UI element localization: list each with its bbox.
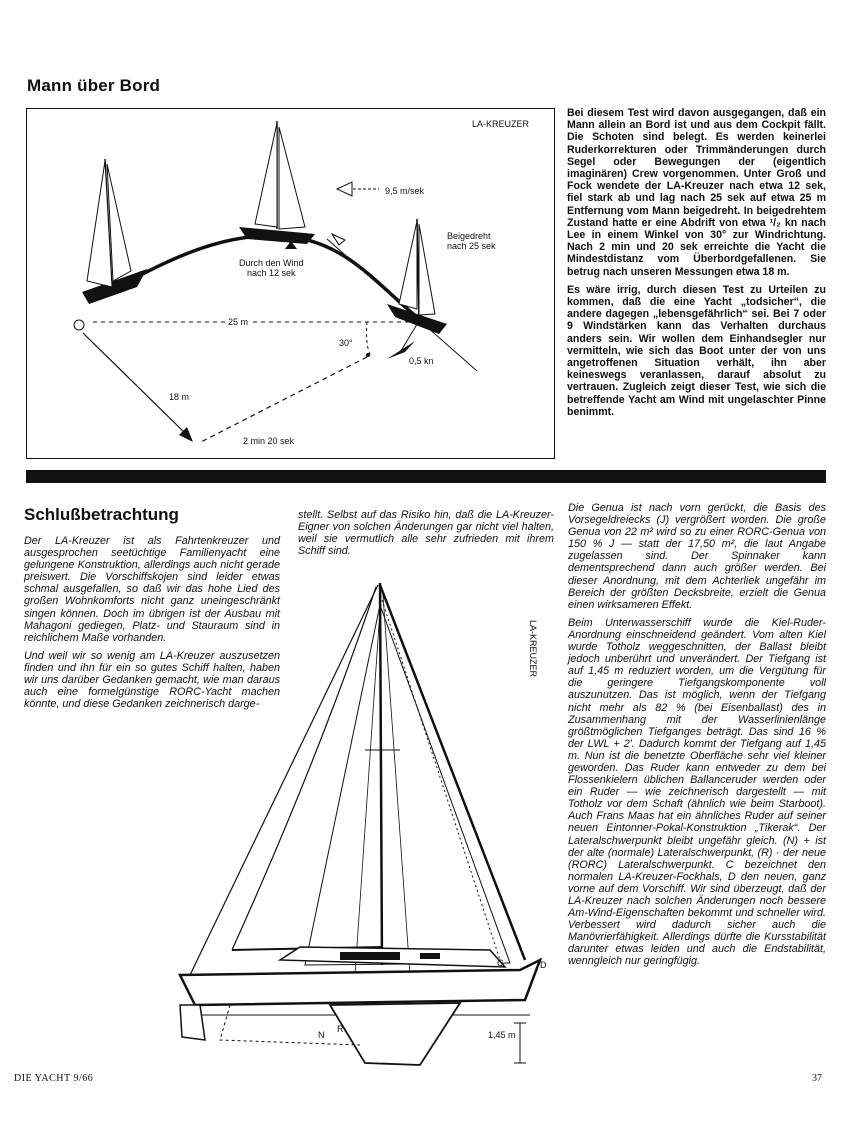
drawing-label-la-kreuzer: LA-KREUZER	[528, 620, 538, 678]
boat-right-icon	[387, 219, 447, 334]
paragraph: Beim Unterwasserschiff wurde die Kiel-Ruder-Anordnung einschneidend geändert. Vom alten Kiel wurde Totholz weggeschnitten, der Ballast bleibt jedoch unberührt und unverändert. Der Tiefgang ist auf 1,45 m reduziert worden, um die Vergütung für die geringere Tiefgangskomponente voll auszunutzen. Das ist möglich, wenn der Tiefgang nicht mehr als 82 % (bei Eisenballast) des in Zusammenhang mit der Wasserlinienlänge größtmöglichen Tiefganges beträgt. Das sind 16 % der LWL + 2'. Dadurch kommt der Tiefgang auf 1,45 m. Nun ist die benetzte Oberfläche sehr viel kleiner geworden. Das Ruder kann entweder zu dem bei Flossenkielern üblichen Ballanceruder werden oder ein Ruder — wie zeichnerisch dargestellt — mit Totholz vor dem Schaft (ähnlich wie beim Starboot). Auch Frans Maas hat ein ähnliches Ruder auf seiner neuen Eintonner-Pokal-Konstruktion „Tikerak“. Der Lateralschwerpunkt bleibt ungefähr gleich. (N) + ist der alte (normale) Lateralschwerpunkt, (R) · der neue (RORC) Lateralschwerpunkt. C bezeichnet den normalen LA-Kreuzer-Fockhals, D den neuen, ganz vorne auf dem Vorschiff. Wir sind überzeugt, daß der LA-Kreuzer nach solchen Änderungen noch bessere Am-Wind-Eigenschaften bekommt und schneller wird. Verbessert wird dadurch sicher auch die Manövrierfähigkeit. Allerdings dürfte die Kursstabilität darunter etwas leiden und auch die Endstabilität, wenngleich nur geringfügig.	[568, 616, 826, 968]
paragraph: Die Genua ist nach vorn gerückt, die Basis des Vorsegeldreiecks (J) vergrößert worden. Die große Genua von 22 m² wird so zu einer RORC-Genua von 150 % J — statt der 17,50 m², die laut Angabe zugelassen sind. Der Spinnaker kann dementsprechend dann auch größer werden. Bei dieser Anordnung, mit dem Achterliek ungefähr im Bereich der größten Decksbreite, erzielt die Genua einen wirksameren Effekt.	[568, 502, 826, 611]
diagram-label-angle: 30°	[339, 338, 353, 348]
section-divider	[26, 470, 826, 483]
diagram-label-25m: 25 m	[225, 317, 251, 327]
man-overboard-diagram	[26, 108, 555, 459]
section-title-schlussbetrachtung: Schlußbetrachtung	[24, 505, 179, 524]
diagram-label-speed: 9,5 m/sek	[385, 186, 425, 196]
diagram-label-time: 2 min 20 sek	[243, 436, 295, 446]
paragraph: Der LA-Kreuzer ist als Fahrtenkreuzer und ausgesprochen seetüchtige Familienyacht eine gelungene Konstruktion, allerdings auch nicht gerade preiswert. Die Vorschiffskojen sind leider etwas schmal ausgefallen, so daß wir das hohe Lied des großen Wohnkomforts nicht ganz uneingeschränkt singen können. Doch im übrigen ist der Ausbau mit Mahagoni gediegen, Platz- und Stauraum sind in reichlichem Maße vorhanden.	[24, 535, 280, 644]
diagram-label-durch-wind: Durch den Wind nach 12 sek	[239, 258, 304, 278]
paragraph: Es wäre irrig, durch diesen Test zu Urteilen zu kommen, daß die eine Yacht „todsicher“, die andere dagegen „lebensgefährlich“ sei. Bei 7 oder 9 Windstärken kann das Verhalten durchaus anders sein. Wir wollen dem Einhandsegler nur vermitteln, wie sich das Boot unter der von uns angetroffenen Situation verhält, ihn aber keineswegs veranlassen, darauf absolut zu vertrauen. Zugleich zeigt dieser Test, wie sich die betreffende Yacht am Wind mit ungelaschter Pinne benimmt.	[567, 283, 826, 418]
yacht-side-drawing	[160, 575, 555, 1070]
text-column-2	[298, 509, 554, 563]
paragraph: Bei diesem Test wird davon ausgegangen, daß ein Mann allein an Bord ist und aus dem Cockpit fällt. Die Schoten sind belegt. Es werden keinerlei Ruderkorrekturen oder Trimmänderungen durch Segel oder Bewegungen der (eigentlich imaginären) Crew vorgenommen. Unter Groß und Fock wendete der LA-Kreuzer nach etwa 12 sek, fiel stark ab und lag nach 25 sek auf etwa 25 m Entfernung vom Mann beigedreht. In beigedrehtem Zustand hatte er eine Abdrift von etwa ¹/₂ kn nach Lee in einem Winkel von 30° zur Windrichtung. Nach 2 min und 20 sek erreichte die Yacht die Mindestdistanz vom Überbordgefallenen. Sie betrug nach unseren Messungen etwa 18 m.	[567, 107, 826, 278]
paragraph: Und weil wir so wenig am LA-Kreuzer auszusetzen finden und ihn für ein so gutes Schiff halten, haben wir uns darüber Gedanken gemacht, wie man daraus auch eine formelgünstige RORC-Yacht machen könnte, und diese Gedanken zeichnerisch darge-	[24, 649, 280, 711]
diagram-label-18m: 18 m	[169, 392, 190, 402]
paragraph: stellt. Selbst auf das Risiko hin, daß die LA-Kreuzer-Eigner von solchen Änderungen gar nicht viel halten, weil sie vermutlich alle sehr zufrieden mit ihrem Schiff sind.	[298, 509, 554, 558]
boat-middle-icon	[239, 121, 315, 244]
diagram-label-drift: 0,5 kn	[409, 356, 434, 366]
text-column-3	[568, 502, 826, 974]
diagram-label-la-kreuzer: LA-KREUZER	[472, 119, 530, 129]
drawing-label-draft: 1,45 m	[488, 1030, 516, 1040]
drawing-label-c: C	[497, 958, 504, 968]
man-overboard-text	[567, 107, 826, 424]
footer-magazine: DIE YACHT 9/66	[14, 1073, 94, 1084]
drawing-label-r: R	[337, 1024, 344, 1034]
drawing-label-d: D	[540, 960, 547, 970]
section-title-mann-ueber-bord: Mann über Bord	[27, 76, 161, 95]
diagram-label-beigedreht: Beigedreht nach 25 sek	[447, 231, 496, 251]
maneuver-drawing	[27, 109, 554, 458]
boat-left-icon	[82, 159, 147, 304]
page-number: 37	[812, 1073, 822, 1084]
drawing-label-n: N	[318, 1030, 325, 1040]
